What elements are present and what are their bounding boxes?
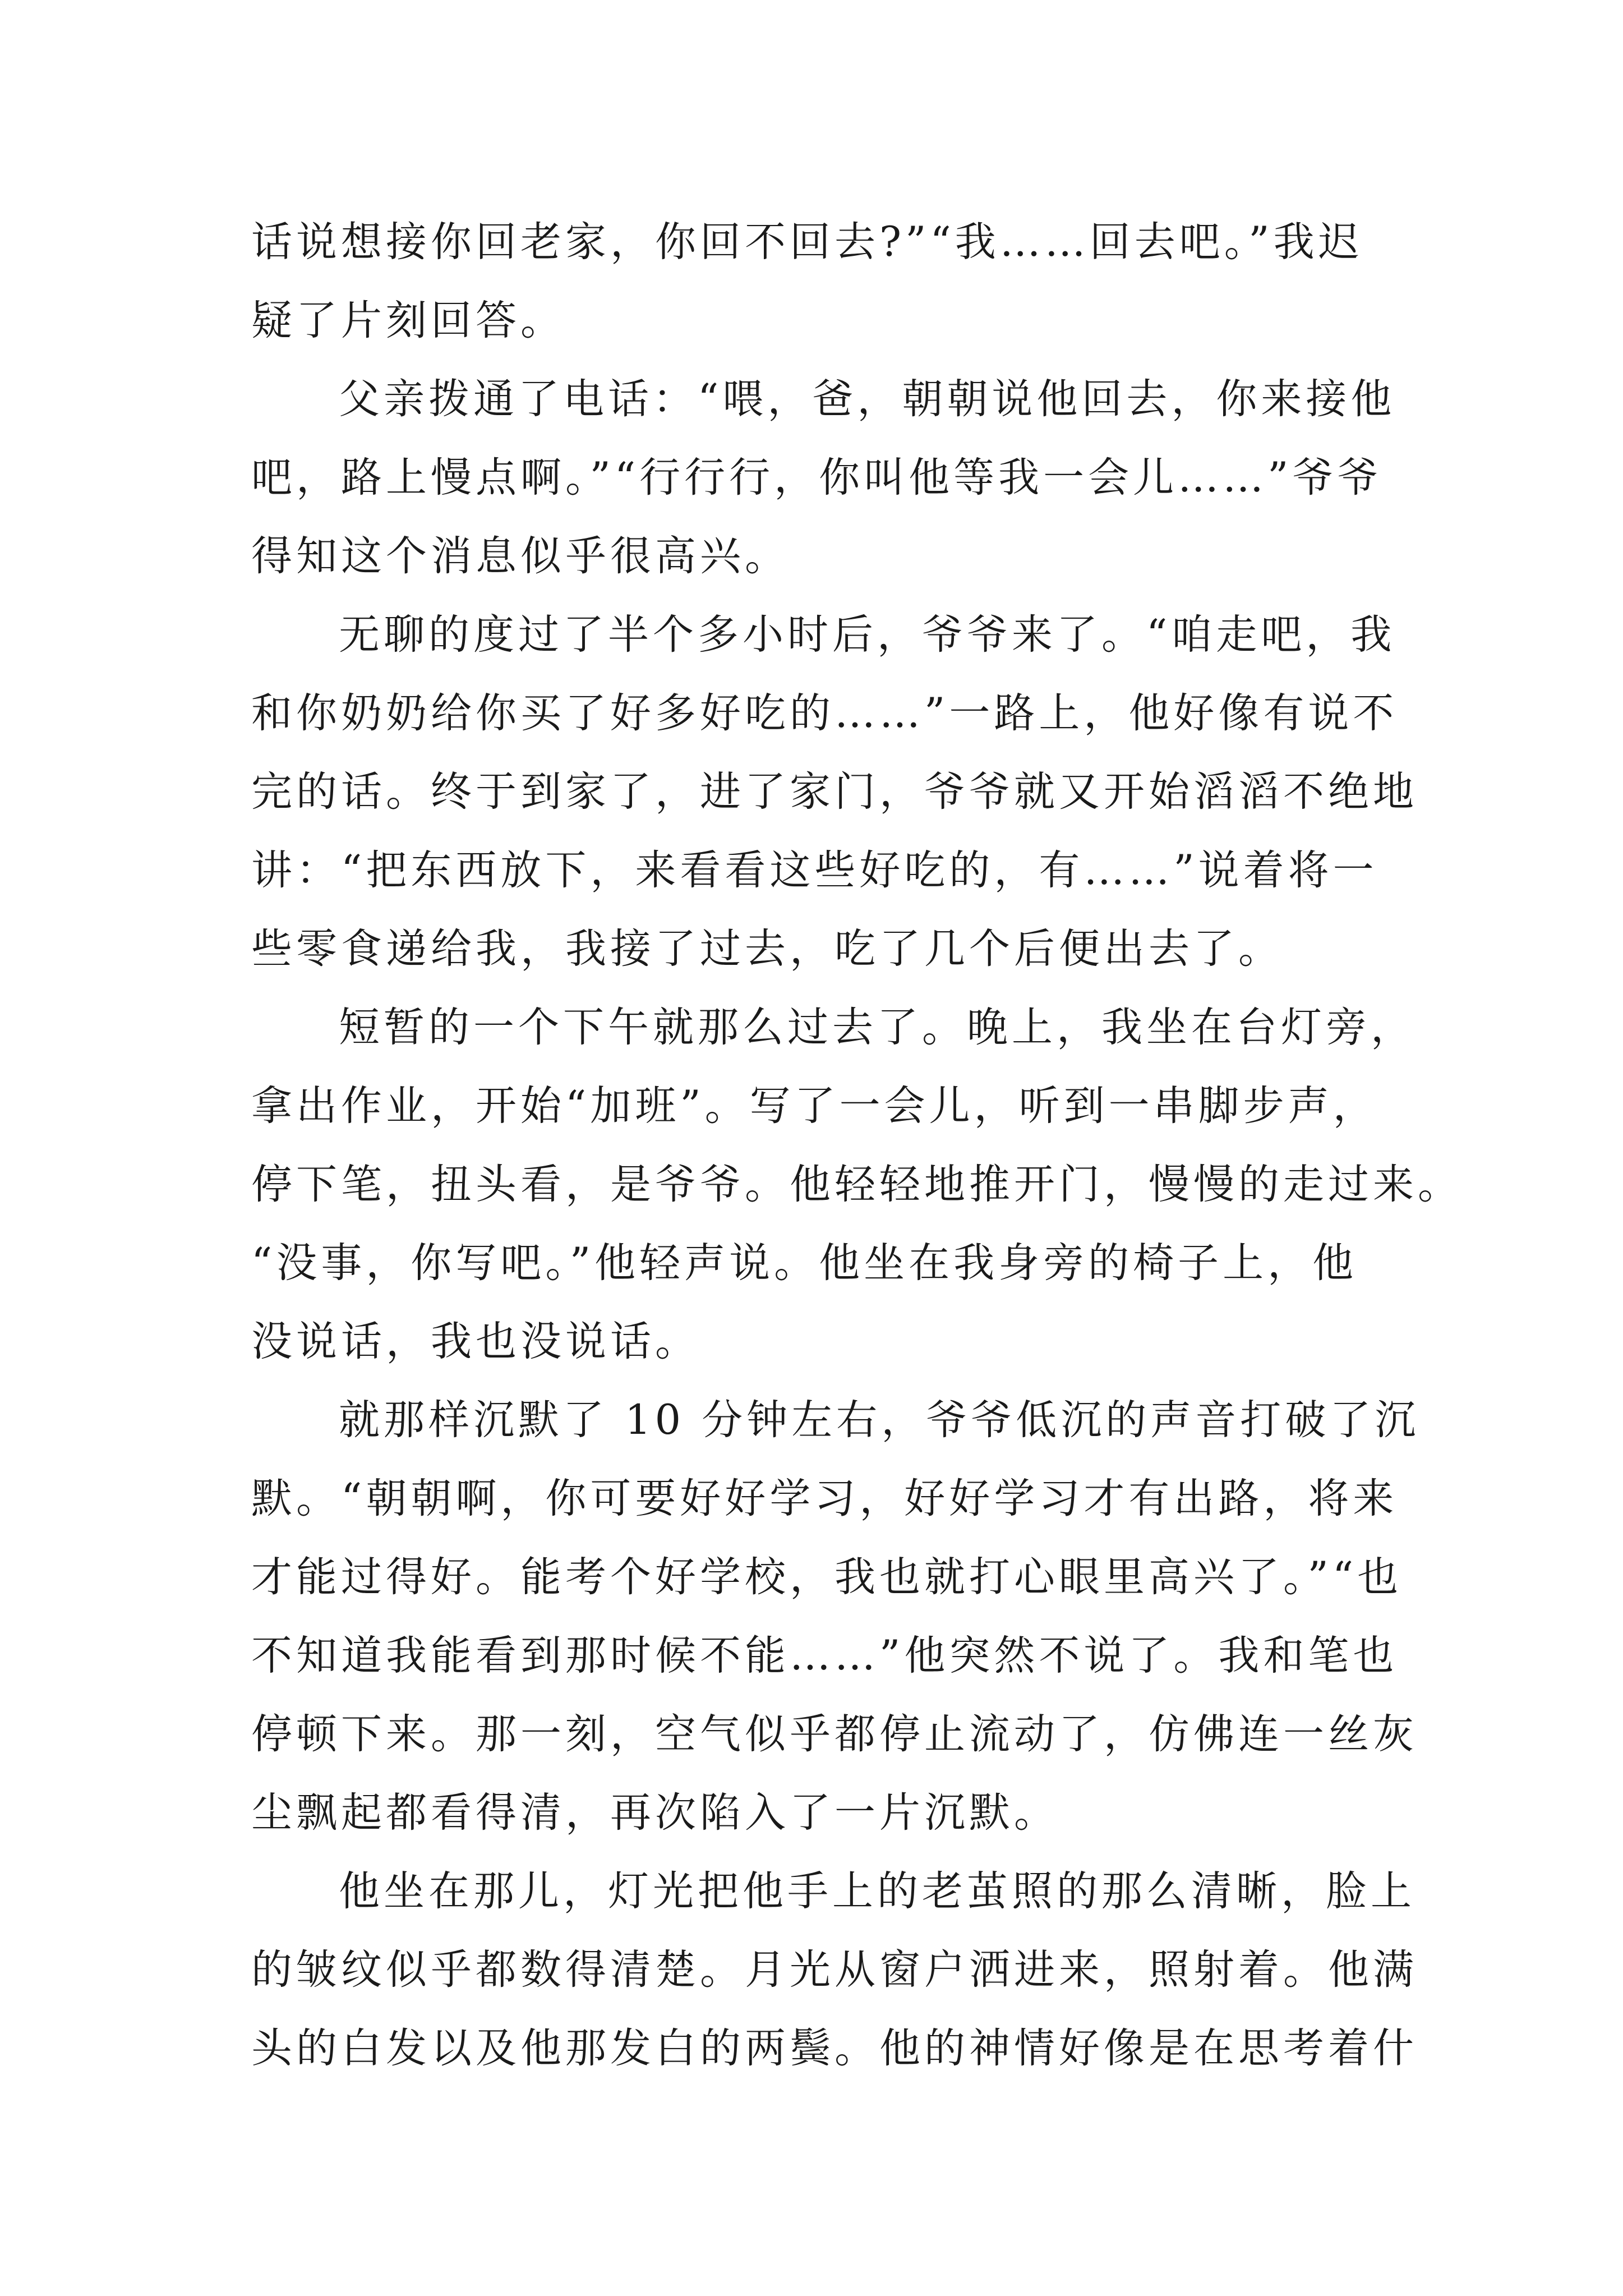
text-line: 没说话，我也没说话。	[251, 1318, 700, 1365]
text-line: 讲：“把东西放下，来看看这些好吃的，有……”说着将一	[251, 846, 1378, 894]
text-line: 些零食递给我，我接了过去，吃了几个后便出去了。	[251, 925, 1283, 973]
text-line: 和你奶奶给你买了好多好吃的……”一路上，他好像有说不	[251, 689, 1398, 737]
text-line: 停下笔，扭头看，是爷爷。他轻轻地推开门，慢慢的走过来。	[251, 1161, 1463, 1208]
text-line: 才能过得好。能考个好学校，我也就打心眼里高兴了。”“也	[251, 1553, 1403, 1601]
text-line: 停顿下来。那一刻，空气似乎都停止流动了，仿佛连一丝灰	[251, 1710, 1418, 1758]
text-line: “没事，你写吧。”他轻声说。他坐在我身旁的椅子上，他	[251, 1239, 1358, 1287]
text-line: 头的白发以及他那发白的两鬓。他的神情好像是在思考着什	[251, 2024, 1418, 2072]
paragraph-start-line: 就那样沉默了 10 分钟左右，爷爷低沉的声音打破了沉	[339, 1396, 1420, 1444]
paragraph-start-line: 父亲拨通了电话：“喂，爸，朝朝说他回去，你来接他	[339, 375, 1396, 423]
text-line: 得知这个消息似乎很高兴。	[251, 532, 790, 580]
text-line: 疑了片刻回答。	[251, 297, 565, 344]
text-line: 完的话。终于到家了，进了家门，爷爷就又开始滔滔不绝地	[251, 768, 1418, 816]
text-line: 吧，路上慢点啊。”“行行行，你叫他等我一会儿……”爷爷	[251, 454, 1382, 501]
text-line: 拿出作业，开始“加班”。写了一会儿，听到一串脚步声，	[251, 1082, 1378, 1130]
paragraph-start-line: 无聊的度过了半个多小时后，爷爷来了。“咱走吧，我	[339, 611, 1396, 659]
paragraph-start-line: 短暂的一个下午就那么过去了。晚上，我坐在台灯旁，	[339, 1004, 1415, 1051]
text-line: 默。“朝朝啊，你可要好好学习，好好学习才有出路，将来	[251, 1475, 1398, 1522]
paragraph-start-line: 他坐在那儿，灯光把他手上的老茧照的那么清晰，脸上	[339, 1867, 1415, 1915]
text-line: 不知道我能看到那时候不能……”他突然不说了。我和笔也	[251, 1632, 1398, 1680]
text-line: 尘飘起都看得清，再次陷入了一片沉默。	[251, 1789, 1059, 1837]
text-line: 的皱纹似乎都数得清楚。月光从窗户洒进来，照射着。他满	[251, 1946, 1418, 1994]
text-line: 话说想接你回老家，你回不回去?”“我……回去吧。”我迟	[251, 218, 1363, 266]
